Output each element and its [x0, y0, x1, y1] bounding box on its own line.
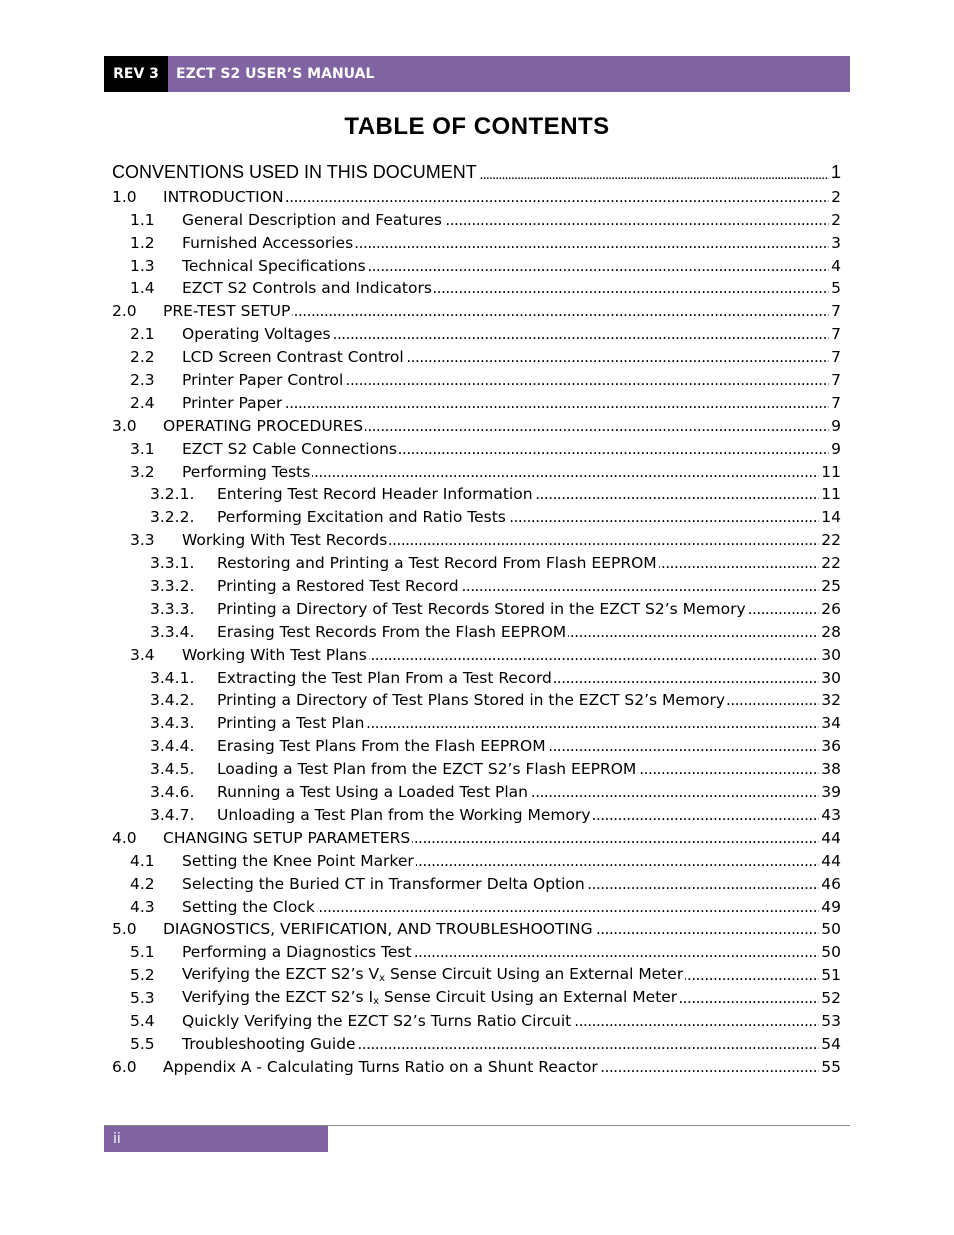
- toc-entry-number: 6.0: [112, 1057, 137, 1076]
- toc-entry-title-text: Printer Paper: [182, 393, 283, 412]
- toc-entry-number: 1.3: [130, 256, 155, 275]
- toc-entry-number: 3.4.2.: [150, 691, 195, 710]
- toc-entry-number: 1.2: [130, 233, 155, 252]
- dot-leader: [461, 580, 820, 596]
- toc-entry-title: [182, 257, 366, 275]
- dot-leader: [479, 165, 829, 183]
- toc-entry[interactable]: [112, 641, 841, 664]
- toc-entry-title-text: Printing a Test Plan: [217, 714, 365, 733]
- toc-entry-title-text: Working With Test Records: [182, 531, 388, 550]
- toc-entry[interactable]: [112, 687, 841, 710]
- toc-entry-page: 22: [821, 554, 841, 573]
- dot-leader: [406, 351, 829, 367]
- toc-entry-page: 5: [831, 279, 841, 298]
- toc-entry-number: 2.0: [112, 302, 137, 321]
- toc-entry-title: [182, 1035, 356, 1053]
- toc-entry-title: [182, 646, 367, 664]
- dot-leader: [748, 602, 820, 618]
- toc-entry[interactable]: [112, 297, 841, 320]
- dot-leader: [535, 488, 820, 504]
- toc-entry-title: [182, 440, 397, 458]
- dot-leader: [659, 557, 820, 573]
- toc-entry-title-text: Performing Excitation and Ratio Tests: [217, 508, 506, 527]
- toc-entry-title: [182, 988, 677, 1007]
- toc-entry-title: [217, 554, 657, 572]
- toc-entry-page: 44: [821, 828, 841, 847]
- toc-entry-page: 3: [831, 233, 841, 252]
- dot-leader: [317, 900, 819, 916]
- toc-entry-page: 25: [821, 577, 841, 596]
- dot-leader: [573, 1014, 819, 1030]
- footer-bar: [104, 1126, 328, 1152]
- toc-entry-page: 7: [831, 325, 841, 344]
- toc-entry-page: 22: [821, 531, 841, 550]
- toc-entry-title: [163, 188, 284, 206]
- dot-leader: [292, 305, 829, 321]
- toc-entry-title-text: Quickly Verifying the EZCT S2’s Turns Ratio Circuit: [182, 1011, 572, 1030]
- toc-entry-number: 5.3: [130, 989, 155, 1008]
- toc-entry[interactable]: [112, 320, 841, 343]
- page-header: [104, 56, 850, 92]
- toc-entry[interactable]: [112, 847, 841, 870]
- toc-entry-title-text: Erasing Test Plans From the Flash EEPROM: [217, 737, 546, 756]
- revision-label: REV 3: [104, 56, 168, 92]
- toc-entry-title: [182, 279, 432, 297]
- toc-entry-number: 5.1: [130, 943, 155, 962]
- toc-entry-number: 5.4: [130, 1011, 155, 1030]
- dot-leader: [444, 213, 829, 229]
- dot-leader: [284, 396, 829, 412]
- toc-entry-title-text: Printing a Directory of Test Records Stored in the EZCT S2’s Memory: [217, 599, 746, 618]
- toc-entry-title: [163, 1058, 598, 1076]
- dot-leader: [333, 328, 829, 344]
- dot-leader: [358, 1037, 820, 1053]
- toc-entry[interactable]: [112, 824, 841, 847]
- toc-entry-title-text: Setting the Clock: [182, 897, 315, 916]
- toc-entry-title: [217, 485, 533, 503]
- toc-entry-title: [182, 852, 414, 870]
- toc-entry-title-text: Sense Circuit Using an External Meter: [385, 965, 684, 984]
- toc-entry-page: 51: [821, 966, 841, 985]
- toc-entry[interactable]: [112, 275, 841, 298]
- toc-entry-title: [182, 371, 343, 389]
- footer-page-number: ii: [113, 1131, 121, 1147]
- toc-entry-page: 26: [821, 599, 841, 618]
- toc-entry-title-text: Appendix A - Calculating Turns Ratio on a Shunt Reactor: [163, 1057, 598, 1076]
- toc-entry-title-text: Extracting the Test Plan From a Test Record: [217, 668, 552, 687]
- toc-entry[interactable]: [112, 159, 841, 183]
- toc-entry-title-text: Operating Voltages: [182, 325, 331, 344]
- toc-entry-page: 46: [821, 874, 841, 893]
- toc-entry[interactable]: [112, 572, 841, 595]
- toc-entry-page: 11: [821, 462, 841, 481]
- toc-entry-number: 3.4.4.: [150, 737, 195, 756]
- toc-entry-title-text: Troubleshooting Guide: [182, 1034, 356, 1053]
- dot-leader: [600, 1060, 819, 1076]
- toc-entry-title: [112, 162, 477, 183]
- toc-entry[interactable]: [112, 481, 841, 504]
- toc-entry-number: 3.4.1.: [150, 668, 195, 687]
- toc-entry-number: 5.2: [130, 966, 155, 985]
- dot-leader: [530, 786, 819, 802]
- dot-leader: [685, 969, 819, 985]
- toc-entry-title: [217, 508, 506, 526]
- toc-entry[interactable]: [112, 1053, 841, 1076]
- toc-entry-title-text: Furnished Accessories: [182, 233, 354, 252]
- dot-leader: [593, 808, 820, 824]
- dot-leader: [286, 190, 830, 206]
- toc-entry-number: 3.1: [130, 439, 155, 458]
- toc-entry-page: 4: [831, 256, 841, 275]
- dot-leader: [389, 534, 819, 550]
- toc-entry-title-text: Loading a Test Plan from the EZCT S2’s Flash EEPROM: [217, 760, 637, 779]
- toc-entry-title-text: Setting the Knee Point Marker: [182, 851, 414, 870]
- toc-entry-number: 3.2.2.: [150, 508, 195, 527]
- toc-entry[interactable]: [112, 893, 841, 916]
- toc-entry-title-text: Erasing Test Records From the Flash EEPROM: [217, 622, 567, 641]
- toc-entry-page: 52: [821, 989, 841, 1008]
- toc-entry-title-text: Working With Test Plans: [182, 645, 367, 664]
- dot-leader: [554, 671, 819, 687]
- dot-leader: [368, 259, 829, 275]
- toc-entry-page: 39: [821, 783, 841, 802]
- toc-entry-subscript: x: [379, 973, 386, 985]
- toc-entry-page: 2: [831, 187, 841, 206]
- toc-entry[interactable]: [112, 526, 841, 549]
- toc-entry-title: [182, 463, 310, 481]
- toc-entry-title: [217, 577, 459, 595]
- toc-entry-number: 3.3: [130, 531, 155, 550]
- toc-entry-title: [182, 1012, 571, 1030]
- toc-entry-number: 3.2.1.: [150, 485, 195, 504]
- toc-entry-number: 3.2: [130, 462, 155, 481]
- toc-entry-title-text: Verifying the EZCT S2’s I: [182, 988, 374, 1007]
- toc-entry-number: 2.3: [130, 371, 155, 390]
- toc-entry-title-text: Running a Test Using a Loaded Test Plan: [217, 783, 528, 802]
- toc-entry-title: [217, 714, 364, 732]
- toc-entry[interactable]: [112, 412, 841, 435]
- toc-entry-title-text: Printing a Restored Test Record: [217, 577, 459, 596]
- toc-entry-title: [217, 623, 566, 641]
- toc-entry[interactable]: [112, 366, 841, 389]
- toc-entry-page: 44: [821, 851, 841, 870]
- toc-entry-title: [163, 417, 363, 435]
- toc-entry-page: 55: [821, 1057, 841, 1076]
- toc-entry-number: 5.0: [112, 920, 137, 939]
- toc-entry-number: 4.3: [130, 897, 155, 916]
- manual-title: EZCT S2 USER’S MANUAL: [176, 66, 375, 82]
- toc-entry[interactable]: [112, 1030, 841, 1053]
- toc-entry-page: 11: [821, 485, 841, 504]
- toc-entry-page: 7: [831, 371, 841, 390]
- toc-entry-title: [217, 760, 636, 778]
- dot-leader: [595, 923, 820, 939]
- toc-entry[interactable]: [112, 755, 841, 778]
- toc-entry[interactable]: [112, 435, 841, 458]
- toc-entry-title-text: Selecting the Buried CT in Transformer Delta Option: [182, 874, 585, 893]
- toc-entry[interactable]: [112, 870, 841, 893]
- toc-entry-title: [182, 898, 315, 916]
- toc-entry-number: 2.2: [130, 348, 155, 367]
- toc-entry-page: 14: [821, 508, 841, 527]
- toc-entry-title-text: General Description and Features: [182, 210, 442, 229]
- toc-entry[interactable]: [112, 664, 841, 687]
- toc-entry-title-text: EZCT S2 Cable Connections: [182, 439, 397, 458]
- toc-entry-number: 3.0: [112, 416, 137, 435]
- toc-entry[interactable]: [112, 389, 841, 412]
- dot-leader: [355, 236, 829, 252]
- dot-leader: [369, 648, 819, 664]
- toc-entry[interactable]: [112, 343, 841, 366]
- toc-entry-title-text: Printing a Directory of Test Plans Stored in the EZCT S2’s Memory: [217, 691, 726, 710]
- toc-entry-page: 7: [831, 393, 841, 412]
- toc-entry-title: [182, 325, 331, 343]
- toc-entry-number: 3.4.5.: [150, 760, 195, 779]
- toc-entry-title: [163, 829, 410, 847]
- toc-entry[interactable]: [112, 778, 841, 801]
- toc-entry-title-text: Unloading a Test Plan from the Working Memory: [217, 805, 591, 824]
- toc-entry-title: [182, 348, 404, 366]
- dot-leader: [587, 877, 820, 893]
- toc-entry-page: 43: [821, 805, 841, 824]
- toc-entry-page: 7: [831, 302, 841, 321]
- toc-entry[interactable]: [112, 549, 841, 572]
- toc-entry-title-text: Restoring and Printing a Test Record From Flash EEPROM: [217, 554, 657, 573]
- toc-entry-title: [217, 600, 746, 618]
- toc-entry[interactable]: [112, 984, 841, 1007]
- toc-entry-number: 4.0: [112, 828, 137, 847]
- toc-entry-number: 1.0: [112, 187, 137, 206]
- toc-entry-subscript: x: [373, 996, 379, 1008]
- dot-leader: [638, 763, 819, 779]
- toc-entry-title: [182, 531, 387, 549]
- toc-entry-number: 4.1: [130, 851, 155, 870]
- toc-entry-number: 1.4: [130, 279, 155, 298]
- toc-entry[interactable]: [112, 595, 841, 618]
- toc-entry-number: 1.1: [130, 210, 155, 229]
- toc-entry-page: 30: [821, 645, 841, 664]
- toc-entry-page: 30: [821, 668, 841, 687]
- toc-entry-page: 32: [821, 691, 841, 710]
- toc-entry[interactable]: [112, 1007, 841, 1030]
- toc-entry-title-text: INTRODUCTION: [163, 187, 284, 206]
- toc-heading: TABLE OF CONTENTS: [344, 113, 610, 140]
- toc-entry-page: 1: [830, 162, 841, 182]
- toc-entry-number: 3.4.6.: [150, 783, 195, 802]
- toc-entry-title: [217, 783, 528, 801]
- toc-entry-title: [163, 920, 593, 938]
- table-of-contents: [112, 159, 841, 1076]
- dot-leader: [727, 694, 819, 710]
- toc-entry-page: 9: [831, 416, 841, 435]
- toc-entry-title: [182, 875, 585, 893]
- toc-entry-title-text: CONVENTIONS USED IN THIS DOCUMENT: [112, 162, 477, 182]
- toc-entry-number: 3.4.7.: [150, 805, 195, 824]
- toc-entry[interactable]: [112, 183, 841, 206]
- toc-entry-page: 50: [821, 920, 841, 939]
- dot-leader: [434, 282, 829, 298]
- dot-leader: [568, 625, 819, 641]
- toc-entry-title-text: Sense Circuit Using an External Meter: [379, 988, 678, 1007]
- toc-entry-title-text: Technical Specifications: [182, 256, 366, 275]
- toc-entry-page: 34: [821, 714, 841, 733]
- toc-entry-number: 3.3.4.: [150, 622, 195, 641]
- toc-entry-title-text: Performing a Diagnostics Test: [182, 943, 412, 962]
- toc-entry-page: 2: [831, 210, 841, 229]
- toc-entry-page: 38: [821, 760, 841, 779]
- toc-entry[interactable]: [112, 458, 841, 481]
- toc-entry[interactable]: [112, 206, 841, 229]
- toc-entry-number: 3.3.3.: [150, 599, 195, 618]
- dot-leader: [365, 419, 829, 435]
- toc-entry-page: 28: [821, 622, 841, 641]
- toc-entry-title-text: EZCT S2 Controls and Indicators: [182, 279, 432, 298]
- toc-entry[interactable]: [112, 229, 841, 252]
- toc-entry-number: 3.3.2.: [150, 577, 195, 596]
- toc-entry-title-text: DIAGNOSTICS, VERIFICATION, AND TROUBLESHOOTING: [163, 920, 593, 939]
- dot-leader: [414, 946, 820, 962]
- dot-leader: [345, 374, 829, 390]
- toc-entry-page: 36: [821, 737, 841, 756]
- toc-entry-title-text: Printer Paper Control: [182, 371, 344, 390]
- toc-entry-page: 53: [821, 1011, 841, 1030]
- toc-entry[interactable]: [112, 732, 841, 755]
- toc-entry-number: 3.4.3.: [150, 714, 195, 733]
- toc-entry-title: [182, 965, 683, 984]
- toc-entry[interactable]: [112, 709, 841, 732]
- toc-entry-title: [182, 211, 442, 229]
- toc-entry-title-text: PRE-TEST SETUP: [163, 302, 291, 321]
- toc-entry-number: 3.3.1.: [150, 554, 195, 573]
- toc-entry-title: [217, 691, 725, 709]
- toc-entry-title-text: OPERATING PROCEDURES: [163, 416, 364, 435]
- toc-entry-title: [217, 737, 546, 755]
- dot-leader: [312, 465, 819, 481]
- toc-entry[interactable]: [112, 252, 841, 275]
- toc-entry-title-text: Verifying the EZCT S2’s V: [182, 965, 380, 984]
- toc-entry-title: [182, 943, 412, 961]
- toc-entry[interactable]: [112, 503, 841, 526]
- dot-leader: [412, 831, 819, 847]
- toc-entry-page: 9: [831, 439, 841, 458]
- toc-entry-title-text: CHANGING SETUP PARAMETERS: [163, 828, 411, 847]
- dot-leader: [548, 740, 820, 756]
- toc-entry-number: 3.4: [130, 645, 155, 664]
- dot-leader: [508, 511, 819, 527]
- toc-entry-number: 5.5: [130, 1034, 155, 1053]
- toc-entry-title-text: Performing Tests: [182, 462, 311, 481]
- toc-entry[interactable]: [112, 961, 841, 984]
- toc-entry-number: 4.2: [130, 874, 155, 893]
- toc-entry-page: 54: [821, 1034, 841, 1053]
- dot-leader: [416, 854, 819, 870]
- toc-entry-title: [217, 669, 552, 687]
- toc-entry-title: [163, 302, 290, 320]
- dot-leader: [679, 992, 819, 1008]
- toc-entry[interactable]: [112, 938, 841, 961]
- dot-leader: [366, 717, 819, 733]
- toc-entry[interactable]: [112, 916, 841, 939]
- toc-entry-page: 49: [821, 897, 841, 916]
- toc-entry-number: 2.1: [130, 325, 155, 344]
- toc-entry-page: 7: [831, 348, 841, 367]
- dot-leader: [399, 442, 829, 458]
- toc-entry-title-text: Entering Test Record Header Information: [217, 485, 533, 504]
- toc-entry-title: [217, 806, 591, 824]
- toc-entry-title: [182, 394, 282, 412]
- toc-entry-number: 2.4: [130, 393, 155, 412]
- toc-entry-title: [182, 234, 353, 252]
- toc-entry-title-text: LCD Screen Contrast Control: [182, 348, 404, 367]
- toc-entry[interactable]: [112, 801, 841, 824]
- toc-entry[interactable]: [112, 618, 841, 641]
- toc-entry-page: 50: [821, 943, 841, 962]
